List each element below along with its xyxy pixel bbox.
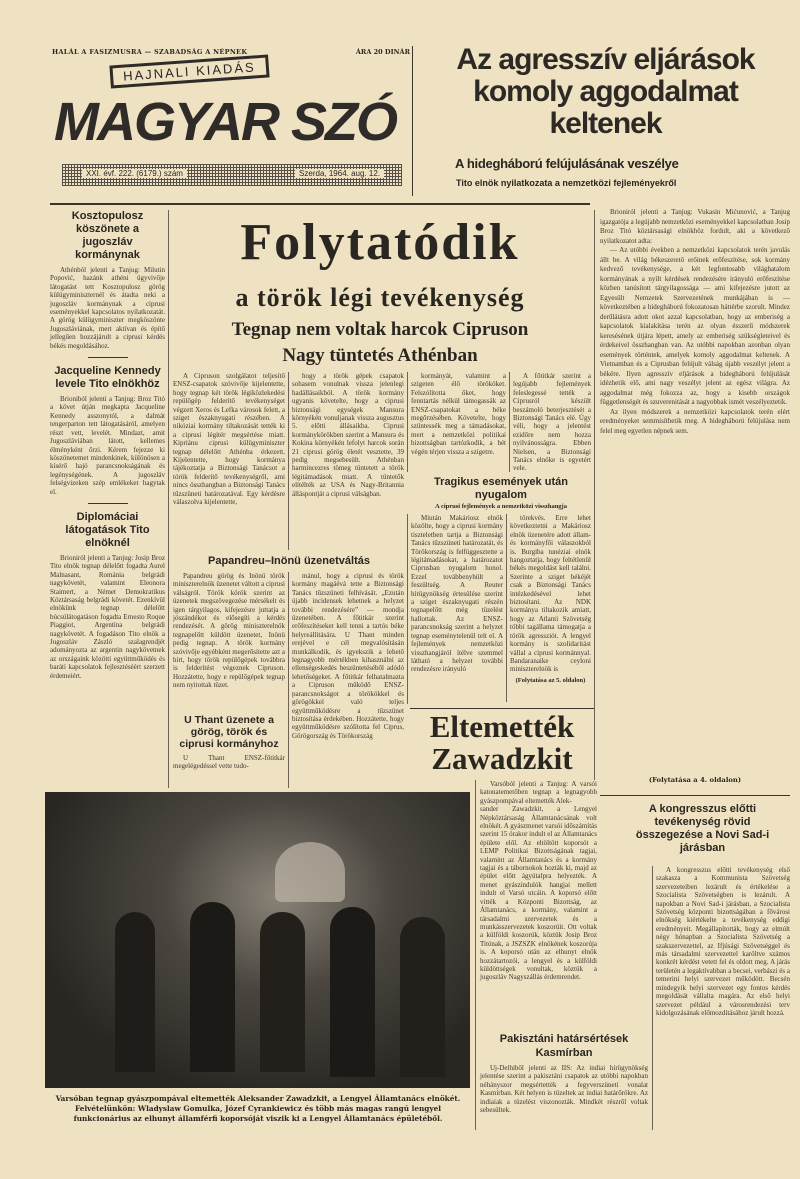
masthead: [50, 46, 410, 196]
headline-line: Eltemették: [429, 709, 575, 744]
paragraph: törekvés. Erre lehet következtetni a Makáriosz elnök üzenetére adott állam- és kormányfői válaszokból is. Burgiba tunéziai elnök hangoztatja, hogy feltétlenül békés megoldást kell találni. Szerinte a sziget békéjét csak a Biztonsági Tanács intézkedésével lehet biztosítani. Az NDK kormánya tiltakozik amiatt, hogy az Atlanti Szövetség többi tagállama támogatja a török agressziót. A lengyel kormány is szolidaritást vállal a ciprusi kormánnyal. Bandaranaike ceyloni miniszterelnök is: [510, 514, 591, 674]
paragraph: Papandreu görög és Inönü török miniszterelnök üzenetet váltott a ciprusi válságról. Török körök szerint az üzenetek megszövegezése mérsékelt és igen tárgyilagos, kifejezésre juttatja a jószándékot és elősegíti a kérdés rendezését. A görög miniszterelnök tegnapelőtt küldött üzenetet, Inönü pedig tegnap. A török kormány szóvivője egyébként megerősítette azt a hírt, hogy török repülőgépek továbbra is felderítést végeznek Cipruson. Hozzátette, hogy e repülőgépek tegnap nem nyitottak tüzet.: [173, 572, 285, 690]
tragikus-subhead: A ciprusi fejlemények a nemzetközi visszhangja: [435, 503, 567, 510]
kennedy-headline: Jacqueline Kennedy levele Tito elnökhöz: [54, 365, 161, 391]
issue-date: Szerda, 1964. aug. 12.: [295, 169, 384, 178]
paragraph: U Thant ENSZ-főtitkár megelégedéssel vette tudo-: [173, 754, 285, 771]
kongresszus-headline: A kongresszus előtti tevékenység rövid összegezése a Novi Sad-i járásban: [635, 803, 770, 854]
papandreu-headline: Papandreu–Inönü üzenetváltás: [208, 555, 370, 567]
lead-column-4: [513, 372, 591, 473]
top-story-subhead: A hidegháború felújulásának veszélye: [455, 156, 679, 171]
tragikus-col-2: [510, 514, 591, 674]
top-story-headline: [418, 44, 793, 140]
headline-line: keltenek: [549, 107, 662, 140]
headline-line: Zawadzkit: [431, 741, 573, 776]
paragraph: — Az utóbbi években a nemzetközi kapcsolatok terén javulás állt be. A világ békeszerető erőinek erőfeszítése, sok kormány kedvező tevékenysége, a két legfontosabb világhatalom kormányának a nyílt kérdések rendezésére irányuló erőfeszítése közben tanúsított tárgyilagossága — ami kifejezésre jutott az Egyesült Nemzetek Szervezetének munkájában is — következtében a hidegháború fokozatosan háttérbe szorult. Mindez derűlátásra adott okot azzal kapcsolatban, hogy az emberiség a kapcsolatok kialakítása terén az olyan ésszerű módszerek keresésének útjára lépett, amely az emberiség szükségleteivel és érdekeivel összhangban van. Az utóbbi napokban azonban olyan események történtek, amelyek komoly aggodalmat keltenek. A Vietnamban és a Ciprusban felújult válság újabb veszélyt jelent a békére. Ilyen agresszív eljárások a hidegháború felújulását idézhetik elő, ami nagy veszélyt jelent az egész világra. Az aggodalmat még fokozza az, hogy a kisebb országok függetlenségét és szuverenitását a nagyobbak ismét veszélyeztetik.: [600, 246, 790, 406]
zawadzki-headline: [410, 711, 594, 775]
lead-headline: Folytatódik: [240, 214, 520, 271]
paragraph: Brioniról jelenti a Tanjug: Josip Broz Tito elnök tegnap délelőtt fogadta Aurel Malnasant, Románia belgrádi nagykövetét, valamint Eleonora Staimert, a Német Demokratikus Köztársaság belgrádi követét. Ezenkívül elnökünk tegnap délelőtt búcsúlátogatáson fogadta Ernesto Roque Piaggiot, Argentína belgrádi nagykövetét. A fogadáson Tito elnök a Jugoszláv Zászló szalagrendjét adományozta az argentin nagykövetnek az országaink közötti együttműködés és baráti kapcsolatok fejlesztéséért szerzett érdemeiért.: [50, 553, 165, 680]
diplomacy-body: [50, 554, 165, 680]
paragraph: kormányát, valamint a szigeten élő törököket. Felszólította őket, hogy fenntartás nélkül támogassák az ENSZ-csapatokat a béke megőrzésében. Követelte, hogy szüntessék meg a támadásokat, mert a nemzetközi politikai bizottságban tartózkodik, a hét végén térjen vissza a szigetre.: [411, 372, 506, 456]
papandreu-col-1: [173, 572, 285, 690]
photo-caption: Varsóban tegnap gyászpompával eltemették Aleksander Zawadzkit, a Lengyel Államtanács elnökét. Felvételünkön: Wladyslaw Gomulka, Józef Cyrankiewicz és több más magas rangú lengyel funkcionárius az elhunyt államférfi koporsóját viszik ki a Lengyel Államtanács épületéből.: [55, 1094, 461, 1123]
lead-subhead-2: Nagy tüntetés Athénban: [282, 345, 478, 366]
lead-column-3: [411, 372, 506, 456]
paragraph: Uj-Delhiből jelenti az IIS: Az indiai hírügynökség jelentése szerint a pakisztáni csapatok az utóbbi napokban néhányszor megsértették a fegyverszüneti vonalat Kasmírban. Két helyen is tüzeltek az indiai határőrökre. Az indiaiak a tüzelést viszonozták. Mindkét részről voltak sebesültek.: [480, 1064, 648, 1115]
kosztopulosz-body: [50, 266, 165, 350]
paragraph: Az ilyen módszerek a nemzetközi kapcsolatok terén elért eredményeket semmisíthetik meg. A hidegháború felújulása nem felel meg egyetlen népnek sem.: [600, 407, 790, 435]
headline-line: komoly aggodalmat: [473, 75, 738, 108]
lead-column-2: [292, 372, 404, 498]
kasmir-headline: Pakisztáni határsértések Kasmírban: [499, 1033, 629, 1059]
zawadzki-body: [480, 780, 597, 982]
masthead-price: ÁRA 20 DINÁR: [355, 48, 410, 56]
paragraph: A kongresszus előtti tevékenység első szakasza a Kommunista Szövetség szervezeteiben lezárult és értékelése a Szocialista Szövetségben is lezárult. A napokban a Novi Sad-i járásban, a Szocialista Szövetség központi bizottságában a fővárosi elnökség kiértékelte a tevékenység eddigi eredményeit. Megállapították, hogy az elmúlt négy hónapban a Szocialista Szövetség a szakszervezettel, az Ifjúsági Szövetséggel és más társadalmi szervezettel karöltve számos konkrét kérdést vetett fel és oldott meg. A járás területén a legaktívabban a becsei, verbászi és a temerini helyi szervezet működött. Becsén mindegyik helyi szervezet egy fontos kérdés megoldását vállalta magára. Az első helyi szervezet például a városrendezési terv kidolgozásának előmozdításához járult hozzá.: [656, 866, 790, 1017]
kosztopulosz-headline: Kosztopulosz köszönete a jugoszláv kormánynak: [71, 210, 144, 261]
headline-line: Az agresszív eljárások: [456, 43, 755, 76]
masthead-title: MAGYAR SZÓ: [54, 92, 396, 152]
tragikus-col-1: [411, 514, 503, 674]
masthead-motto: HALÁL A FASIZMUSRA — SZABADSÁG A NÉPNEK: [52, 48, 248, 56]
paragraph: Athénból jelenti a Tanjug: Milutin Popović, hazánk athéni ügyvivője látogatást tett Kosztopulosz görög külügyminiszternél és átadta neki a jugoszláv kormánynak a ciprusi eseményekkel kapcsolatos nyilatkozatát. A görög külügyminiszter megköszönte Jugoszláviának, mert aktívan és építő jellegűen hozzájárult a ciprusi kérdés békés megoldásához.: [50, 266, 165, 350]
uthant-headline: U Thant üzenete a görög, török és ciprusi kormányhoz: [179, 714, 279, 750]
left-column: [50, 210, 165, 680]
tragikus-col-2-wrap: [510, 514, 591, 685]
tragikus-headline: Tragikus események után nyugalom: [434, 476, 568, 501]
kongresszus-body: [656, 866, 790, 1017]
top-story-continuation: (Folytatása a 4. oldalon): [648, 776, 742, 784]
zawadzki-col-1: Varsóból jelenti a Tanjug: A varsói katonatemetőben tegnap a legnagyobb gyászpompával eltemették Alek-: [480, 780, 597, 805]
paragraph: hogy a török gépek csapatok sohasem vonulnak vissza jelenlegi hadállásaikból. A török kormány ugyanis követelte, hogy a ciprusi biztonsági egységek Mansura környékén vonuljanak vissza augusztus 5. előtti állásaikba. Ciprusi kormánykörökben szerint a Mansura és Kokina környékén lefolyt harcok során 21 ciprusi görög életét vesztette, 39 pedig megsebesült. Athénban harmincezres tömeg tüntetett a török légitámadások miatt. A tüntetők elítélték az USA és Nagy-Britannia álláspontját a ciprusi válságban.: [292, 372, 404, 498]
paragraph: Brioniról jelenti a Tanjug: Vukasin Mićunović, a Tanjug igazgatója a legújabb nemzetközi eseményekkel kapcsolatban Josip Broz Titó köztársasági elnökhöz fordult, aki a következő nyilatkozatot adta:: [600, 208, 790, 245]
lead-subhead: Tegnap nem voltak harcok Cipruson: [231, 319, 529, 340]
paragraph: A főtitkár szerint a legújabb fejlemények feleslegessé tették a Ciprusról készült beszámoló beterjesztését a Biztonsági Tanács elé. Úgy véli, hogy a jelentést ezidőre nem hozza nyilvánosságra. Ebben Nielsen, a Biztonsági Tanács elnöke is egyetért vele.: [513, 372, 591, 473]
tragikus-continuation: (Folytatása az 5. oldalon): [515, 676, 586, 684]
issue-number: XXI. évf. 222. (6179.) szám: [82, 169, 187, 178]
papandreu-col-2: [292, 572, 404, 740]
top-story-kicker: Tito elnök nyilatkozata a nemzetközi fejleményekről: [456, 178, 677, 188]
lead-headline-2: a török légi tevékenység: [235, 283, 525, 312]
top-story-body: [600, 208, 790, 436]
kasmir-body: [480, 1064, 648, 1114]
edition-stamp: HAJNALI KIADÁS: [109, 54, 269, 88]
diplomacy-headline: Diplomáciai látogatások Tito elnöknél: [65, 510, 150, 549]
paragraph: mánul, hogy a ciprusi és török kormány magáévá tette a Biztonsági Tanács tűzszüneti felhívását. „Ezután újabb incidensek lehetnek a helyzet további rendezésére” — mondja üzenetében. A főtitkár szerint erőfeszítéseket kell tenni a tartós béke helyreállítására. U Thant minden erejével e cél megvalósításán munkálkodik, és igyekszik a lehető legnagyobb mértékben kihasználni az ellenségeskedés beszüntetéséből adódó lehetőségeket. A főtitkár felhatalmazta a Cipruson működő ENSZ-parancsnokságot a törökökkel és görögökkel való teljes együttműködésre a tűzszünet biztosítása érdekében. Hozzátette, hogy együttműködésre szólította fel Ciprus, Görögország és Törökország: [292, 572, 404, 740]
paragraph: Miután Makáriosz elnök közölte, hogy a ciprusi kormány tiszteletben tartja a Biztonsági Tanács tűzszüneti határozatát, és Törökország is felfüggesztette a légitámadásokat, a határozatot Ciprusban nyugalom honol. Ezzel továbbenyhült a feszültség. A Reuter hírügynökség értesülése szerint a sziget északnyugati részén tegnapelőtt még tüzelést hallottak. Az ENSZ-parancsnokság szerint a helyzet tegnap eseménytelenül telt el. A fejlemények nemzetközi visszhangjáról ítélve szemmel látható a helyzet további rendezésre irányuló: [411, 514, 503, 674]
issue-bar: [62, 164, 402, 186]
uthant-body: [173, 754, 285, 771]
zawadzki-col-2: sander Zawadzkit, a Lengyel Népköztársaság Államtanácsának volt elnökét. A gyászmenet varsói időszámítás szerint 15 órakor indult el az Államtanács épülete elől. Az eltöltött koporsót a LEMP Politikai Bizottságának tagjai, valamint az Államtanács és a kormány tagjai és a tábornokok hozták ki, majd az épület előtt ágyútalpra helyezték. A menet gyászindulók hangjai mellett indult el Varsó utcáin. A koporsó előtt vitték a Központi Bizottság, az Államtanács, a kormány, valamint a társadalmi szervezetek és a munkásszervezetek koszorúit. Ott voltak a külföldi koszorúk, köztük Josip Broz Titónak, a JSZSZK elnökének koszorúja is. A koporsó után az elhunyt elnök hozzátartozói, a lengyel és a külföldi küldöttségek vonultak, köztük a jugoszláv Nagyszállás érdemrendet.: [480, 805, 598, 982]
kennedy-body: [50, 395, 165, 496]
lead-column-1: [173, 372, 285, 507]
paragraph: Brioniból jelenti a Tanjug: Broz Titó a követ útján megkapta Jacqueline Kennedy asszonytól, a dalmát tengerparton tett látogatásáról, amelyen részt vett, levelét. Mindazt, amit Jugoszláviában látott, kellemes élményként őrzi. Kérem fejezze ki köszönetemet mindenkinek, különösen a kísérő hajó parancsnokságának és legénységének. A jugoszláv felségvizeken szép emlékeket hagytak el.: [50, 395, 165, 496]
funeral-photo: [45, 792, 470, 1088]
paragraph: A Cipruson szolgálatot teljesítő ENSZ-csapatok szóvivője kijelentette, hogy tegnap két török légiközlekedési repülőgép felderítő tevékenységet végzett Xeros és Lefka városok felett, a sziget északnyugati részében. A nikóziai kormány tiltakozását tették ki a ciprusi légitér megsértése miatt. Kipriánu ciprusi külügyminiszter tegnap délelőtt Athénba érkezett. Kijelentette, hogy kormánya tájékoztatja a Biztonsági Tanácsot a török felderítő tevékenységről, ami nincs összhangban a Biztonsági Tanács tűzszüneti határozatával. Egy kérdésre válaszolva kijelentette,: [173, 372, 285, 507]
